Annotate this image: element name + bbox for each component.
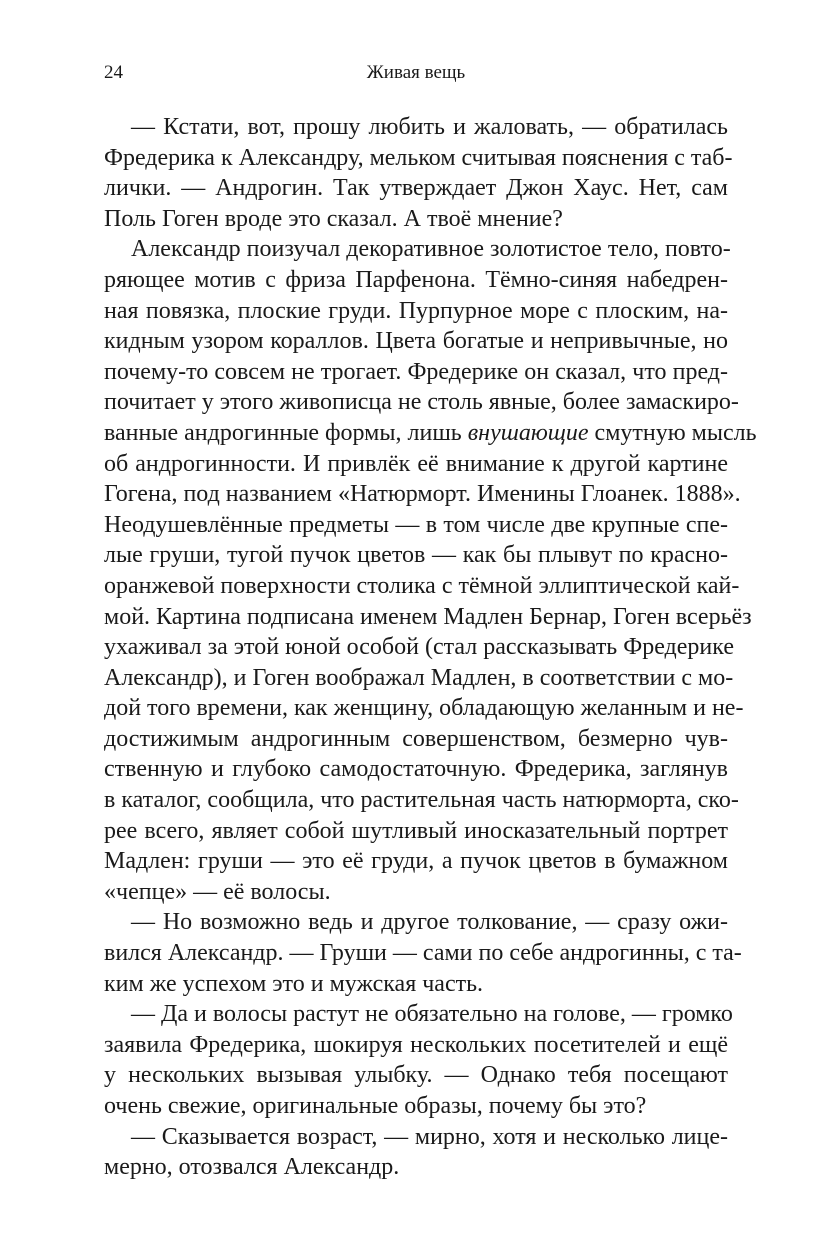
text-line: — Сказывается возраст, — мирно, хотя и несколько лице- (131, 1123, 728, 1150)
text-line: Поль Гоген вроде это сказал. А твоё мнение? (104, 205, 563, 232)
text-line: ная повязка, плоские груди. Пурпурное море с плоским, на- (104, 297, 728, 324)
text-line: — Кстати, вот, прошу любить и жаловать, — обратилась (131, 114, 728, 140)
text-line: «чепце» — её волосы. (104, 878, 331, 905)
text-line: Фредерика к Александру, мельком считывая пояснения с таб- (104, 144, 733, 171)
text-line: заявила Фредерика, шокируя нескольких посетителей и ещё (104, 1031, 728, 1058)
text-line: почему-то совсем не трогает. Фредерике он сказал, что пред- (104, 358, 728, 385)
text-line: ким же успехом это и мужская часть. (104, 970, 484, 997)
italic-word: внушающие (467, 419, 589, 446)
paragraph (104, 234, 757, 907)
text-line: очень свежие, оригинальные образы, почему бы это? (104, 1093, 647, 1119)
text-line: в каталог, сообщила, что растительная часть натюрморта, ско- (104, 787, 739, 814)
paragraph (104, 1122, 728, 1183)
paragraph (104, 907, 742, 999)
text-line: ряющее мотив с фриза Парфенона. Тёмно-синяя набедрен- (104, 266, 728, 293)
text-line: — Да и волосы растут не обязательно на голове, — громко (131, 1001, 733, 1028)
text-line: ухаживал за этой юной особой (стал рассказывать Фредерике (104, 634, 734, 661)
text-line: лички. — Андрогин. Так утверждает Джон Хаус. Нет, сам (104, 175, 728, 202)
text-segment: ванные андрогинные формы, лишь (104, 419, 468, 446)
text-line: мерно, отозвался Александр. (104, 1154, 400, 1181)
paragraph (104, 999, 733, 1121)
page-header (104, 62, 728, 88)
text-line-with-italic (104, 418, 757, 449)
text-line: Гогена, под названием «Натюрморт. Именины Глоанек. 1888». (104, 481, 741, 508)
text-line: об андрогинности. И привлёк её внимание к другой картине (104, 450, 728, 477)
text-segment: смутную мысль (588, 419, 757, 446)
text-line: Неодушевлённые предметы — в том числе две крупные спе- (104, 511, 728, 538)
page-number: 24 (104, 62, 123, 83)
text-line: достижимым андрогинным совершенством, безмерно чув- (104, 725, 728, 752)
text-line: оранжевой поверхности столика с тёмной эллиптической кай- (104, 572, 740, 599)
text-line: Александр), и Гоген воображал Мадлен, в соответствии с мо- (104, 664, 734, 691)
text-line: почитает у этого живописца не столь явные, более замаскиро- (104, 389, 739, 416)
text-line: — Но возможно ведь и другое толкование, — сразу ожи- (131, 909, 728, 936)
text-line: Александр поизучал декоративное золотистое тело, повто- (131, 236, 731, 263)
body-text (104, 112, 757, 1183)
text-line: лые груши, тугой пучок цветов — как бы плывут по красно- (104, 542, 728, 569)
text-line: дой того времени, как женщину, обладающую желанным и не- (104, 695, 744, 722)
text-line: у нескольких вызывая улыбку. — Однако тебя посещают (104, 1062, 728, 1089)
text-line: рее всего, являет собой шутливый иносказательный портрет (104, 817, 728, 844)
text-line: Мадлен: груши — это её груди, а пучок цветов в бумажном (104, 848, 728, 875)
running-title: Живая вещь (366, 62, 466, 83)
text-line: кидным узором кораллов. Цвета богатые и непривычные, но (104, 328, 728, 355)
text-line: ственную и глубоко самодостаточную. Фредерика, заглянув (104, 756, 728, 783)
text-line: вился Александр. — Груши — сами по себе андрогинны, с та- (104, 940, 742, 967)
paragraph (104, 112, 733, 234)
text-line: мой. Картина подписана именем Мадлен Бернар, Гоген всерьёз (104, 603, 752, 630)
